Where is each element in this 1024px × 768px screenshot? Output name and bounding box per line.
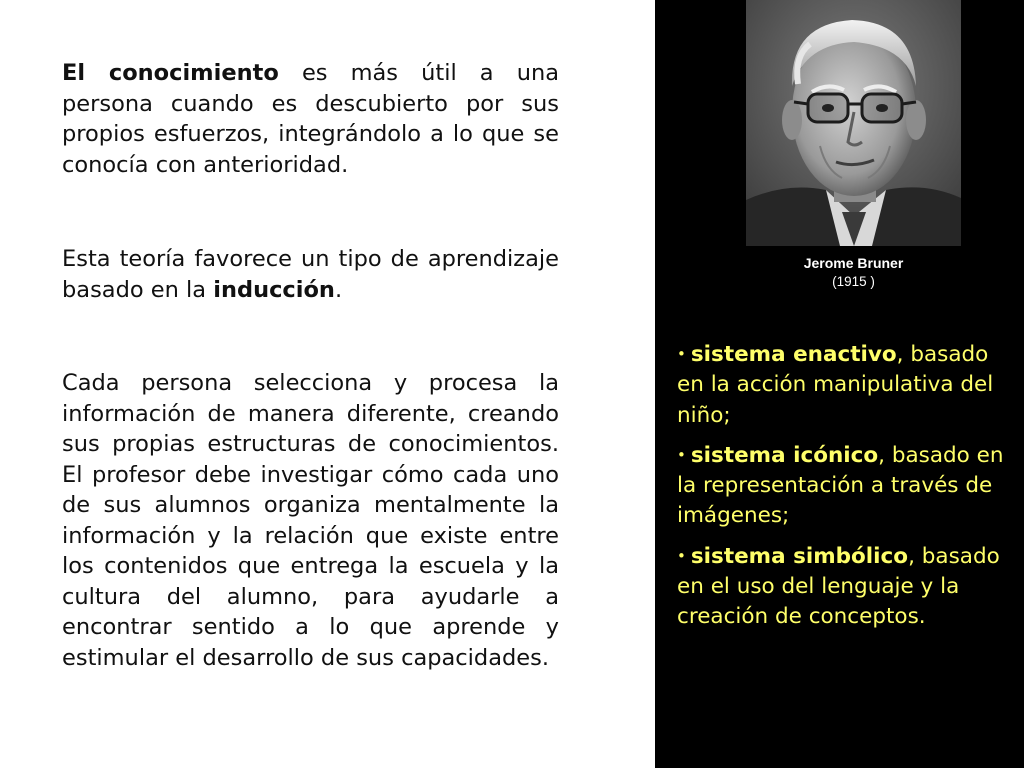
paragraph-induction <box>62 244 559 305</box>
induction-pre: Esta teoría favorece un tipo de aprendizaje basado en la <box>62 246 559 303</box>
induction-post: . <box>334 276 343 303</box>
bullet-dot: • <box>677 345 686 363</box>
portrait-photo <box>746 0 961 246</box>
iconic-term: sistema icónico <box>690 442 879 468</box>
enactive-desc: , basado en la acción manipulativa del niño; <box>677 342 994 428</box>
knowledge-text: es más útil a una persona cuando es descubierto por sus propios esfuerzos, integrándolo a lo que se conocía con anterioridad. <box>62 60 560 178</box>
bullet-dot: • <box>677 546 686 565</box>
portrait-years: (1915 ) <box>832 274 875 289</box>
symbolic-desc: , basado en el uso del lenguaje y la creación de conceptos. <box>677 543 1000 630</box>
portrait-illustration <box>746 0 961 246</box>
paragraph-processing: Cada persona selecciona y procesa la información de manera diferente, creando sus propias estructuras de conocimientos. El profesor debe investigar cómo cada uno de sus alumnos organiza mentalmente la información y la relación que existe entre los contenidos que entrega la escuela y la cultura del alumno, para ayudarle a encontrar sentido a lo que aprende y estimular el desarrollo de sus capacidades. <box>62 370 559 671</box>
systems-list <box>677 339 1012 642</box>
list-item-iconic <box>677 440 1012 532</box>
enactive-term: sistema enactivo <box>690 342 897 367</box>
bullet-dot: • <box>677 445 686 464</box>
induction-term: inducción <box>213 276 335 303</box>
left-text-column <box>62 58 559 748</box>
knowledge-lead: El conocimiento <box>62 60 279 86</box>
list-item-enactive <box>677 339 1012 431</box>
list-item-symbolic <box>677 541 1012 633</box>
portrait-name: Jerome Bruner <box>803 255 904 271</box>
paragraph-knowledge <box>62 58 559 180</box>
right-panel <box>655 0 1024 768</box>
symbolic-term: sistema simbólico <box>690 543 909 569</box>
iconic-desc: , basado en la representación a través de imágenes; <box>677 442 1004 529</box>
